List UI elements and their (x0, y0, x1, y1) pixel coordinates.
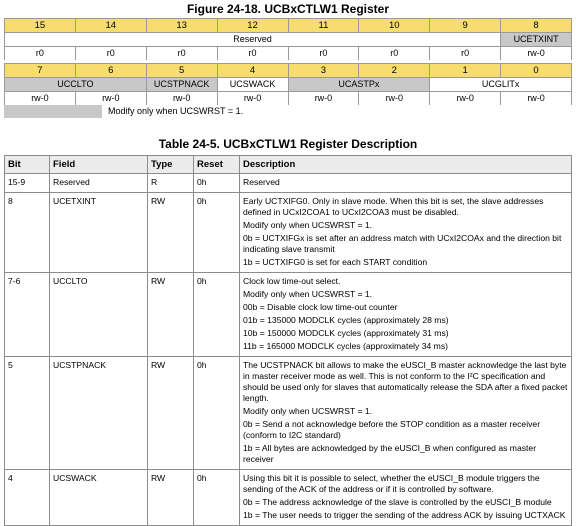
description-line: 01b = 135000 MODCLK cycles (approximately 28 ms) (243, 315, 449, 325)
header-bit: Bit (5, 156, 50, 174)
bit-number: 9 (430, 19, 501, 33)
access-type: rw-0 (288, 92, 359, 106)
register-diagram-high-byte (4, 18, 572, 60)
access-type: rw-0 (5, 92, 76, 106)
field-ucetxint: UCETXINT (501, 33, 572, 47)
access-type: rw-0 (146, 92, 217, 106)
description-line: Early UCTXIFG0. Only in slave mode. When this bit is set, the slave addresses defined in UCxI2COA1 to UCxI2COA3 must be disabled. (243, 196, 544, 217)
access-type: r0 (5, 47, 76, 61)
access-type: rw-0 (430, 92, 501, 106)
description-line: Modify only when UCSWRST = 1. (243, 406, 373, 416)
bit-number: 10 (359, 19, 430, 33)
field-reserved: Reserved (5, 33, 501, 47)
description-line: 1b = The user needs to trigger the sending of the address ACK by issuing UCTXACK (243, 510, 566, 520)
table-row (5, 174, 572, 193)
cell-description (240, 174, 572, 193)
bit-number: 2 (359, 64, 430, 78)
cell-field: UCSWACK (50, 470, 148, 526)
bit-number: 4 (217, 64, 288, 78)
access-type: rw-0 (359, 92, 430, 106)
header-description: Description (240, 156, 572, 174)
description-line: 0b = The address acknowledge of the slave is controlled by the eUSCI_B module (243, 497, 552, 507)
description-line: Clock low time-out select. (243, 276, 341, 286)
cell-field: Reserved (50, 174, 148, 193)
table-row (5, 357, 572, 470)
access-type: rw-0 (501, 47, 572, 61)
cell-description (240, 193, 572, 273)
cell-bit: 5 (5, 357, 50, 470)
field-ucastpx: UCASTPx (288, 78, 430, 92)
table-title: Table 24-5. UCBxCTLW1 Register Description (158, 137, 418, 151)
cell-bit: 8 (5, 193, 50, 273)
table-row (5, 193, 572, 273)
register-description-table (4, 155, 572, 526)
access-type: r0 (288, 47, 359, 61)
bit-number: 12 (217, 19, 288, 33)
bit-number: 3 (288, 64, 359, 78)
cell-bit: 7-6 (5, 273, 50, 357)
cell-reset: 0h (194, 193, 240, 273)
cell-field: UCETXINT (50, 193, 148, 273)
cell-type: RW (148, 470, 194, 526)
cell-type: R (148, 174, 194, 193)
cell-reset: 0h (194, 273, 240, 357)
table-row (5, 273, 572, 357)
bit-number: 5 (146, 64, 217, 78)
access-type: r0 (359, 47, 430, 61)
cell-field: UCCLTO (50, 273, 148, 357)
cell-type: RW (148, 193, 194, 273)
field-uccltto: UCCLTO (5, 78, 147, 92)
bit-number: 15 (5, 19, 76, 33)
legend-text: Modify only when UCSWRST = 1. (108, 106, 244, 116)
cell-bit: 15-9 (5, 174, 50, 193)
bit-number: 14 (75, 19, 146, 33)
bit-number: 6 (75, 64, 146, 78)
access-type: r0 (146, 47, 217, 61)
header-field: Field (50, 156, 148, 174)
field-ucswack: UCSWACK (217, 78, 288, 92)
description-line: 10b = 150000 MODCLK cycles (approximately 31 ms) (243, 328, 449, 338)
access-type: r0 (217, 47, 288, 61)
description-line: 00b = Disable clock low time-out counter (243, 302, 398, 312)
cell-description (240, 470, 572, 526)
access-type: rw-0 (501, 92, 572, 106)
bit-number: 11 (288, 19, 359, 33)
description-line: Modify only when UCSWRST = 1. (243, 289, 373, 299)
cell-reset: 0h (194, 357, 240, 470)
header-reset: Reset (194, 156, 240, 174)
access-type: rw-0 (75, 92, 146, 106)
cell-reset: 0h (194, 470, 240, 526)
cell-bit: 4 (5, 470, 50, 526)
cell-description (240, 357, 572, 470)
description-line: Using this bit it is possible to select, whether the eUSCI_B module triggers the sending of the ACK of the address or if it is controlled by software. (243, 473, 540, 494)
register-diagram-low-byte (4, 63, 572, 105)
legend-swatch (4, 105, 102, 118)
description-line: Modify only when UCSWRST = 1. (243, 220, 373, 230)
bit-number: 0 (501, 64, 572, 78)
cell-description (240, 273, 572, 357)
header-type: Type (148, 156, 194, 174)
description-line: 0b = Send a not acknowledge before the STOP condition as a master receiver (conform to I2C standard) (243, 419, 541, 440)
cell-type: RW (148, 357, 194, 470)
description-line: The UCSTPNACK bit allows to make the eUSCI_B master acknowledge the last byte in master receiver mode as well. This is not conform to the I²C specification and should be used only for slaves that automatically release the SDA after a fixed packet length. (243, 360, 568, 403)
field-ucstpnack: UCSTPNACK (146, 78, 217, 92)
field-ucglitx: UCGLITx (430, 78, 572, 92)
bit-number: 8 (501, 19, 572, 33)
access-type: rw-0 (217, 92, 288, 106)
bit-number: 13 (146, 19, 217, 33)
access-type: r0 (430, 47, 501, 61)
table-row (5, 470, 572, 526)
cell-field: UCSTPNACK (50, 357, 148, 470)
description-line: Reserved (243, 177, 280, 187)
description-line: 11b = 165000 MODCLK cycles (approximately 34 ms) (243, 341, 448, 351)
description-line: 1b = UCTXIFG0 is set for each START condition (243, 257, 428, 267)
bit-number: 7 (5, 64, 76, 78)
cell-reset: 0h (194, 174, 240, 193)
description-line: 0b = UCTXIFGx is set after an address match with UCxI2COAx and the direction bit indicating slave transmit (243, 233, 562, 254)
figure-title: Figure 24-18. UCBxCTLW1 Register (186, 2, 390, 16)
bit-number: 1 (430, 64, 501, 78)
description-line: 1b = All bytes are acknowledged by the eUSCI_B when configured as master receiver (243, 443, 537, 464)
cell-type: RW (148, 273, 194, 357)
access-type: r0 (75, 47, 146, 61)
